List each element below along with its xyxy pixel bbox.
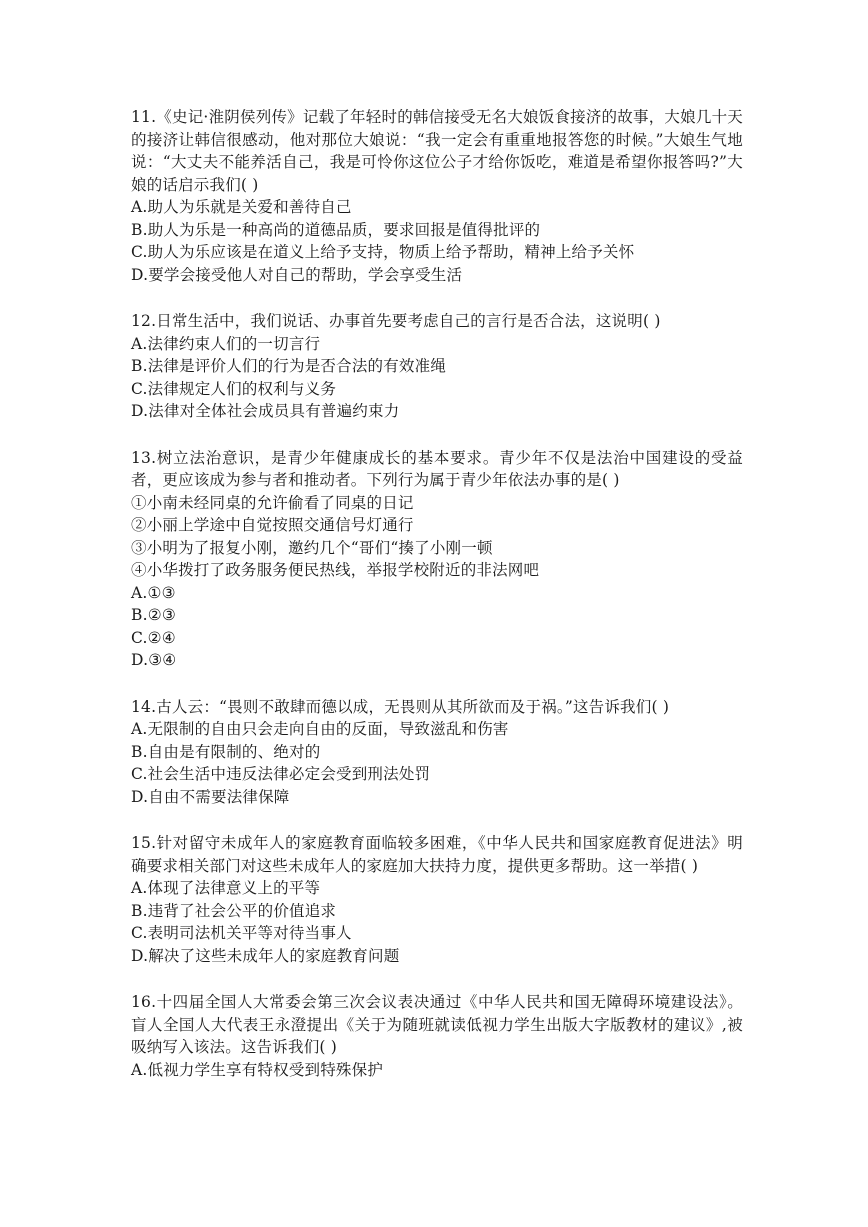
question-13	[131, 447, 743, 672]
option-b: B.违背了社会公平的价值追求	[131, 901, 337, 920]
option-b: B.②③	[131, 606, 176, 624]
statement-4: ④小华拨打了政务服务便民热线，举报学校附近的非法网吧	[131, 561, 540, 579]
question-stem: 13.树立法治意识，是青少年健康成长的基本要求。青少年不仅是法治中国建设的受益者，更应该成为参与者和推动者。下列行为属于青少年依法办事的是( )	[131, 448, 743, 489]
statement-1: ①小南未经同桌的允许偷看了同桌的日记	[131, 493, 414, 512]
question-stem: 16.十四届全国人大常委会第三次会议表决通过《中华人民共和国无障碍环境建设法》。盲人全国人大代表王永澄提出《关于为随班就读低视力学生出版大字版教材的建议》,被吸纳写入该法。这告诉我们( )	[131, 993, 743, 1056]
option-d: D.③④	[131, 651, 177, 669]
question-stem: 12.日常生活中，我们说话、办事首先要考虑自己的言行是否合法，这说明( )	[131, 312, 661, 330]
option-b: B.自由是有限制的、绝对的	[131, 742, 321, 761]
option-c: C.法律规定人们的权利与义务	[131, 379, 337, 398]
option-d: D.解决了这些未成年人的家庭教育问题	[131, 946, 400, 965]
option-c: C.社会生活中违反法律必定会受到刑法处罚	[131, 765, 431, 783]
statement-3: ③小明为了报复小刚，邀约几个“哥们“揍了小刚一顿	[131, 538, 493, 557]
option-d: D.法律对全体社会成员具有普遍约束力	[131, 402, 400, 420]
question-stem: 15.针对留守未成年人的家庭教育面临较多困难，《中华人民共和国家庭教育促进法》明确要求相关部门对这些未成年人的家庭加大扶持力度，提供更多帮助。这一举措( )	[131, 834, 743, 875]
option-d: D.自由不需要法律保障	[131, 787, 290, 806]
option-c: C.②④	[131, 628, 176, 647]
option-b: B.助人为乐是一种高尚的道德品质，要求回报是值得批评的	[131, 220, 541, 239]
option-a: A.①③	[131, 583, 176, 602]
option-a: A.助人为乐就是关爱和善待自己	[131, 198, 352, 216]
question-stem: 11.《史记·淮阴侯列传》记载了年轻时的韩信接受无名大娘饭食接济的故事，大娘几十天的接济让韩信很感动，他对那位大娘说：“我一定会有重重地报答您的时候。”大娘生气地说：“大丈夫不能养活自己，我是可怜你这位公子才给你饭吃，难道是希望你报答吗?”大娘的话启示我们( )	[131, 108, 743, 194]
question-stem: 14.古人云：“畏则不敢肆而德以成，无畏则从其所欲而及于祸。”这告诉我们( )	[131, 697, 670, 716]
option-a: A.体现了法律意义上的平等	[131, 879, 321, 897]
question-12	[131, 310, 743, 423]
option-a: A.低视力学生享有特权受到特殊保护	[131, 1060, 384, 1079]
document-page	[131, 106, 743, 1105]
question-11	[131, 106, 743, 286]
question-15	[131, 832, 743, 967]
statement-2: ②小丽上学途中自觉按照交通信号灯通行	[131, 516, 414, 534]
option-a: A.无限制的自由只会走向自由的反面，导致滋乱和伤害	[131, 720, 509, 738]
option-d: D.要学会接受他人对自己的帮助，学会享受生活	[131, 265, 463, 284]
question-14	[131, 696, 743, 809]
question-16	[131, 991, 743, 1081]
option-c: C.助人为乐应该是在道义上给予支持，物质上给予帮助，精神上给予关怀	[131, 243, 635, 261]
option-c: C.表明司法机关平等对待当事人	[131, 924, 352, 942]
option-b: B.法律是评价人们的行为是否合法的有效准绳	[131, 357, 447, 375]
option-a: A.法律约束人们的一切言行	[131, 334, 321, 353]
